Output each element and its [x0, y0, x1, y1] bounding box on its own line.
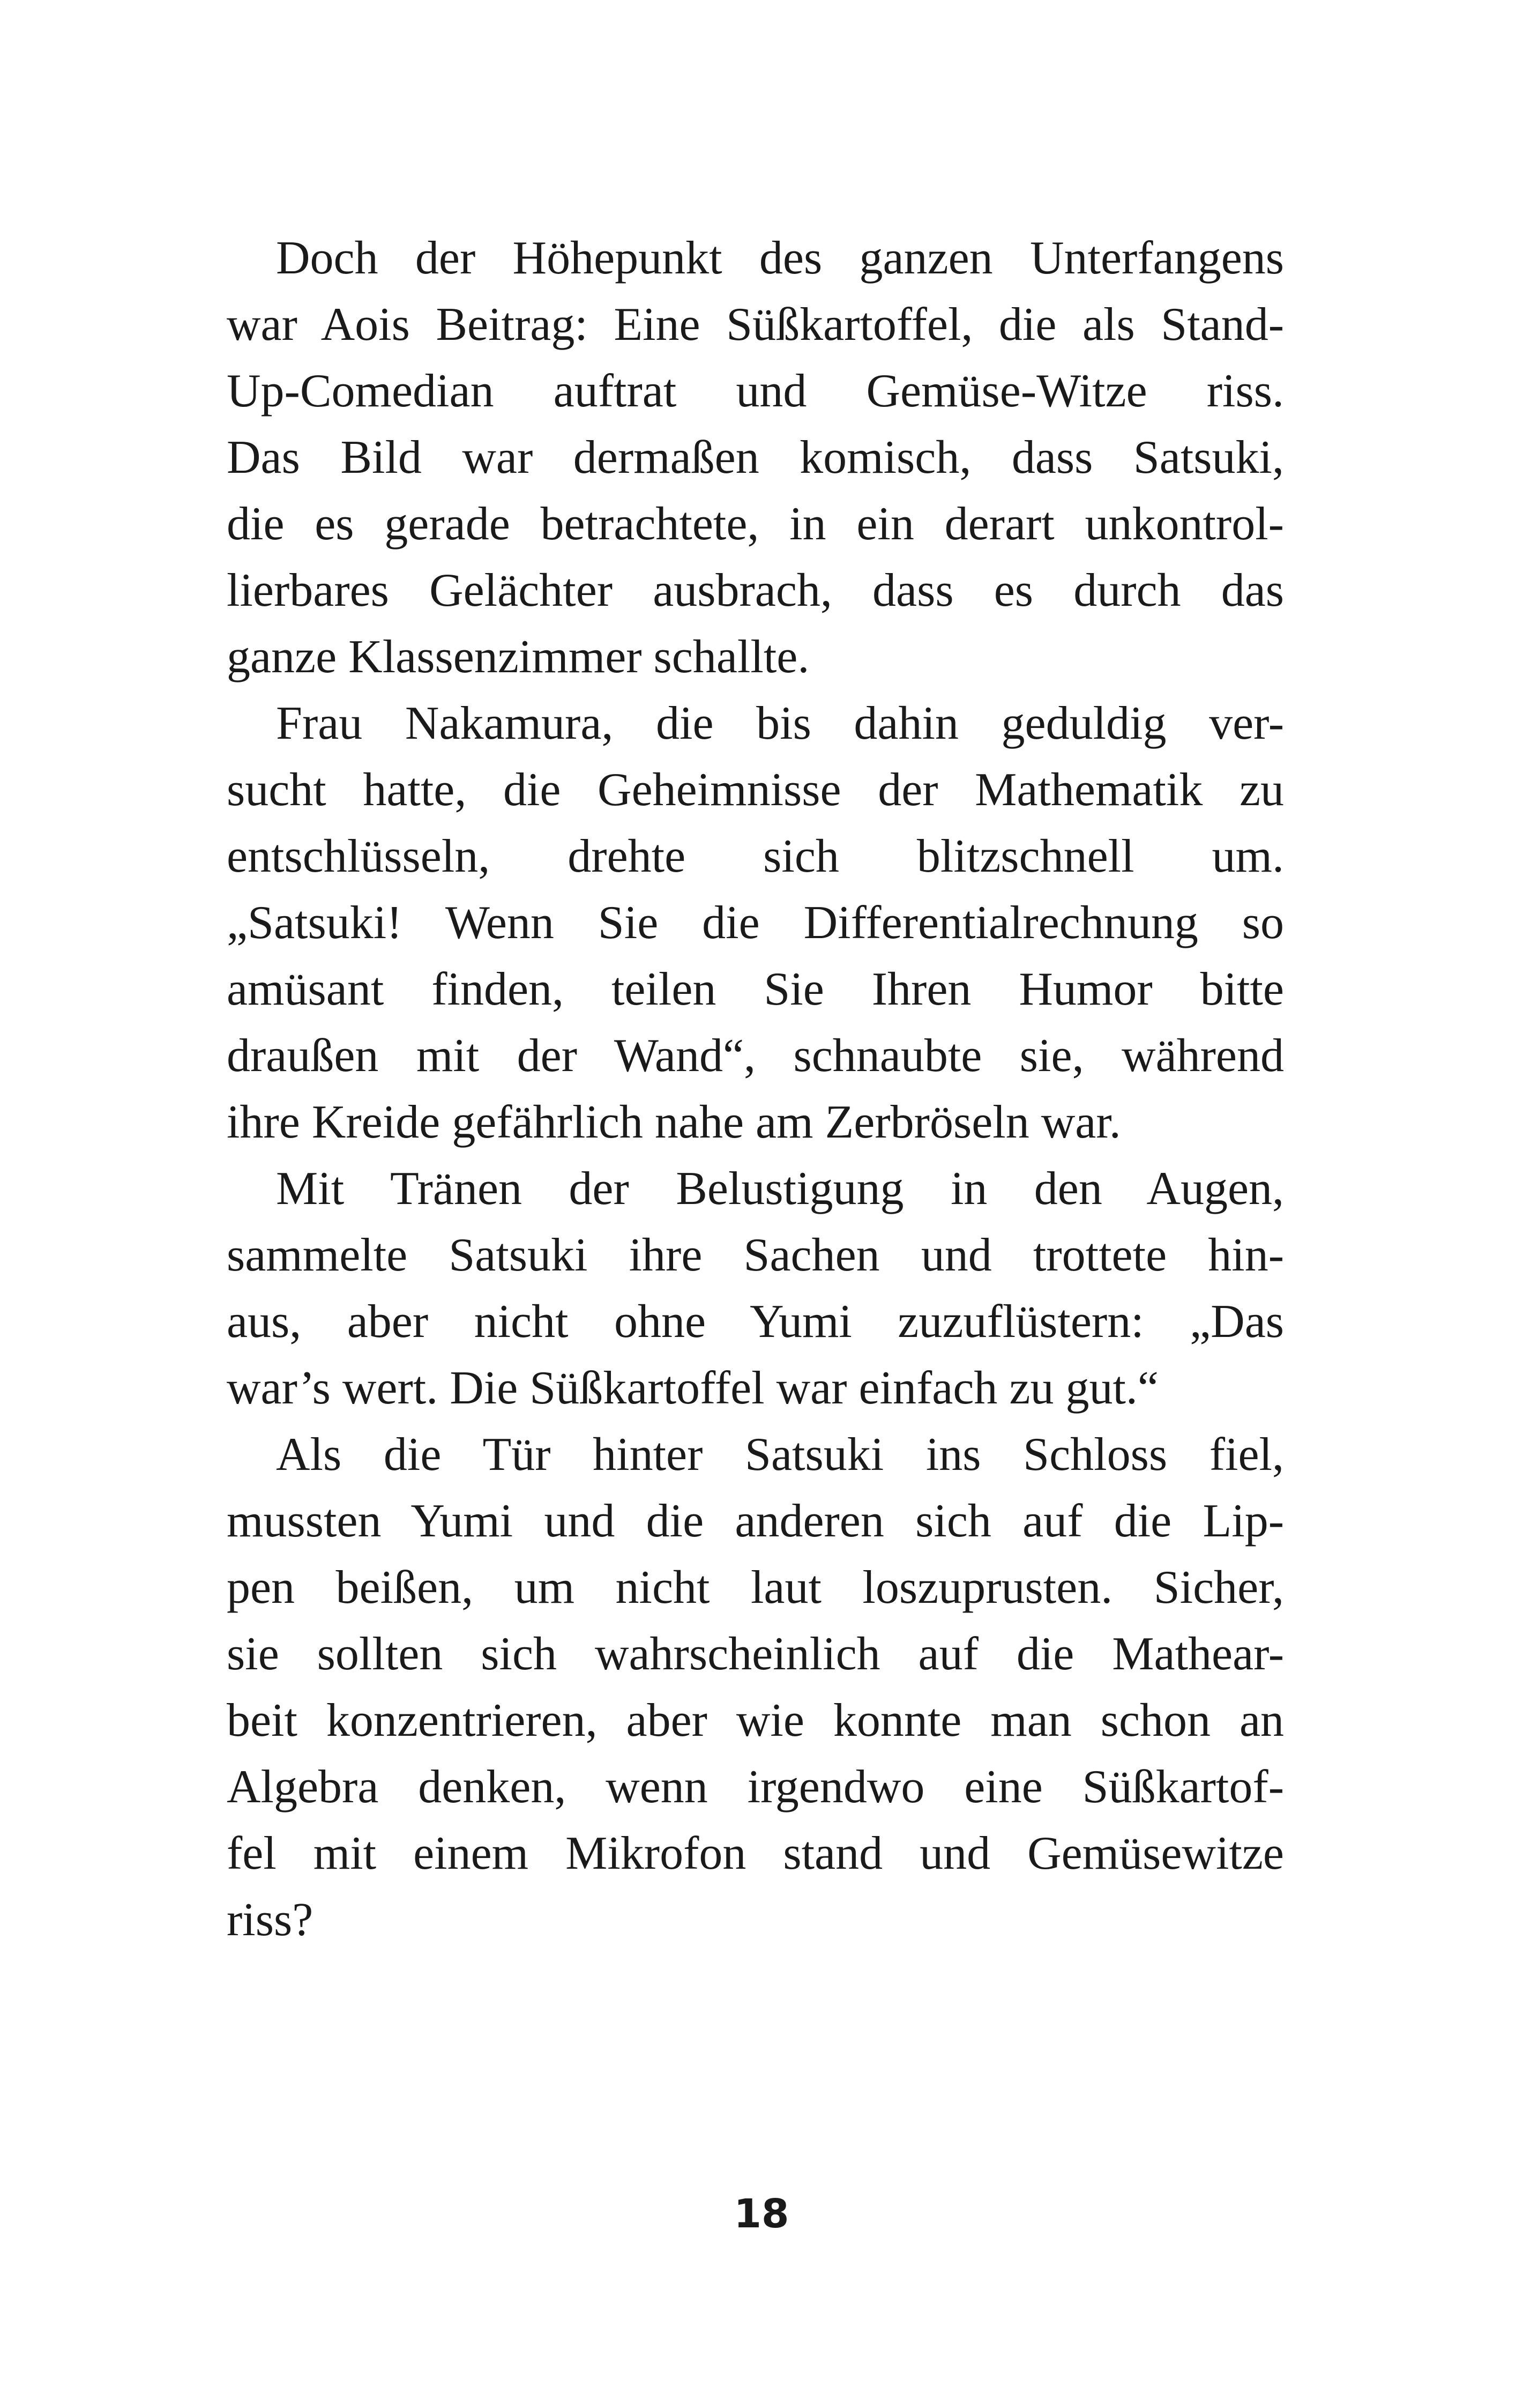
- page-number: 18: [734, 2191, 789, 2237]
- text-line: Als die Tür hinter Satsuki ins Schloss fiel,: [276, 1429, 1284, 1481]
- paragraph: [227, 225, 1284, 690]
- text-line: amüsant finden, teilen Sie Ihren Humor bitte: [227, 963, 1284, 1015]
- text-line: lierbares Gelächter ausbrach, dass es durch das: [227, 564, 1284, 616]
- text-line: die es gerade betrachtete, in ein derart unkontrol-: [227, 498, 1284, 550]
- text-line: ihre Kreide gefährlich nahe am Zerbröseln war.: [227, 1096, 1121, 1148]
- text-line: riss?: [227, 1894, 313, 1946]
- text-line: Algebra denken, wenn irgendwo eine Süßkartof-: [227, 1761, 1284, 1813]
- text-line: war Aois Beitrag: Eine Süßkartoffel, die als Stand-: [227, 299, 1284, 351]
- text-line: draußen mit der Wand“, schnaubte sie, während: [227, 1030, 1284, 1082]
- text-line: pen beißen, um nicht laut loszuprusten. Sicher,: [227, 1562, 1284, 1614]
- text-line: sucht hatte, die Geheimnisse der Mathematik zu: [227, 764, 1284, 816]
- paragraph: [227, 1156, 1284, 1422]
- text-line: Mit Tränen der Belustigung in den Augen,: [276, 1163, 1284, 1215]
- text-line: „Satsuki! Wenn Sie die Differentialrechnung so: [227, 897, 1284, 949]
- text-line: fel mit einem Mikrofon stand und Gemüsewitze: [227, 1827, 1284, 1879]
- text-line: sammelte Satsuki ihre Sachen und trottete hin-: [227, 1229, 1284, 1281]
- text-line: Up-Comedian auftrat und Gemüse-Witze riss.: [227, 365, 1284, 417]
- text-line: sie sollten sich wahrscheinlich auf die Mathear-: [227, 1628, 1284, 1680]
- text-line: mussten Yumi und die anderen sich auf die Lip-: [227, 1495, 1284, 1547]
- text-line: beit konzentrieren, aber wie konnte man schon an: [227, 1694, 1284, 1746]
- text-line: aus, aber nicht ohne Yumi zuzuflüstern: „Das: [227, 1296, 1284, 1348]
- paragraph: [227, 1422, 1284, 1953]
- paragraph: [227, 690, 1284, 1156]
- text-line: entschlüsseln, drehte sich blitzschnell um.: [227, 830, 1284, 882]
- text-line: war’s wert. Die Süßkartoffel war einfach zu gut.“: [227, 1362, 1159, 1414]
- text-line: ganze Klassenzimmer schallte.: [227, 631, 810, 683]
- body-text: [227, 225, 1284, 1953]
- text-line: Frau Nakamura, die bis dahin geduldig ver-: [276, 697, 1284, 749]
- text-line: Das Bild war dermaßen komisch, dass Satsuki,: [227, 432, 1284, 484]
- text-line: Doch der Höhepunkt des ganzen Unterfangens: [276, 232, 1284, 284]
